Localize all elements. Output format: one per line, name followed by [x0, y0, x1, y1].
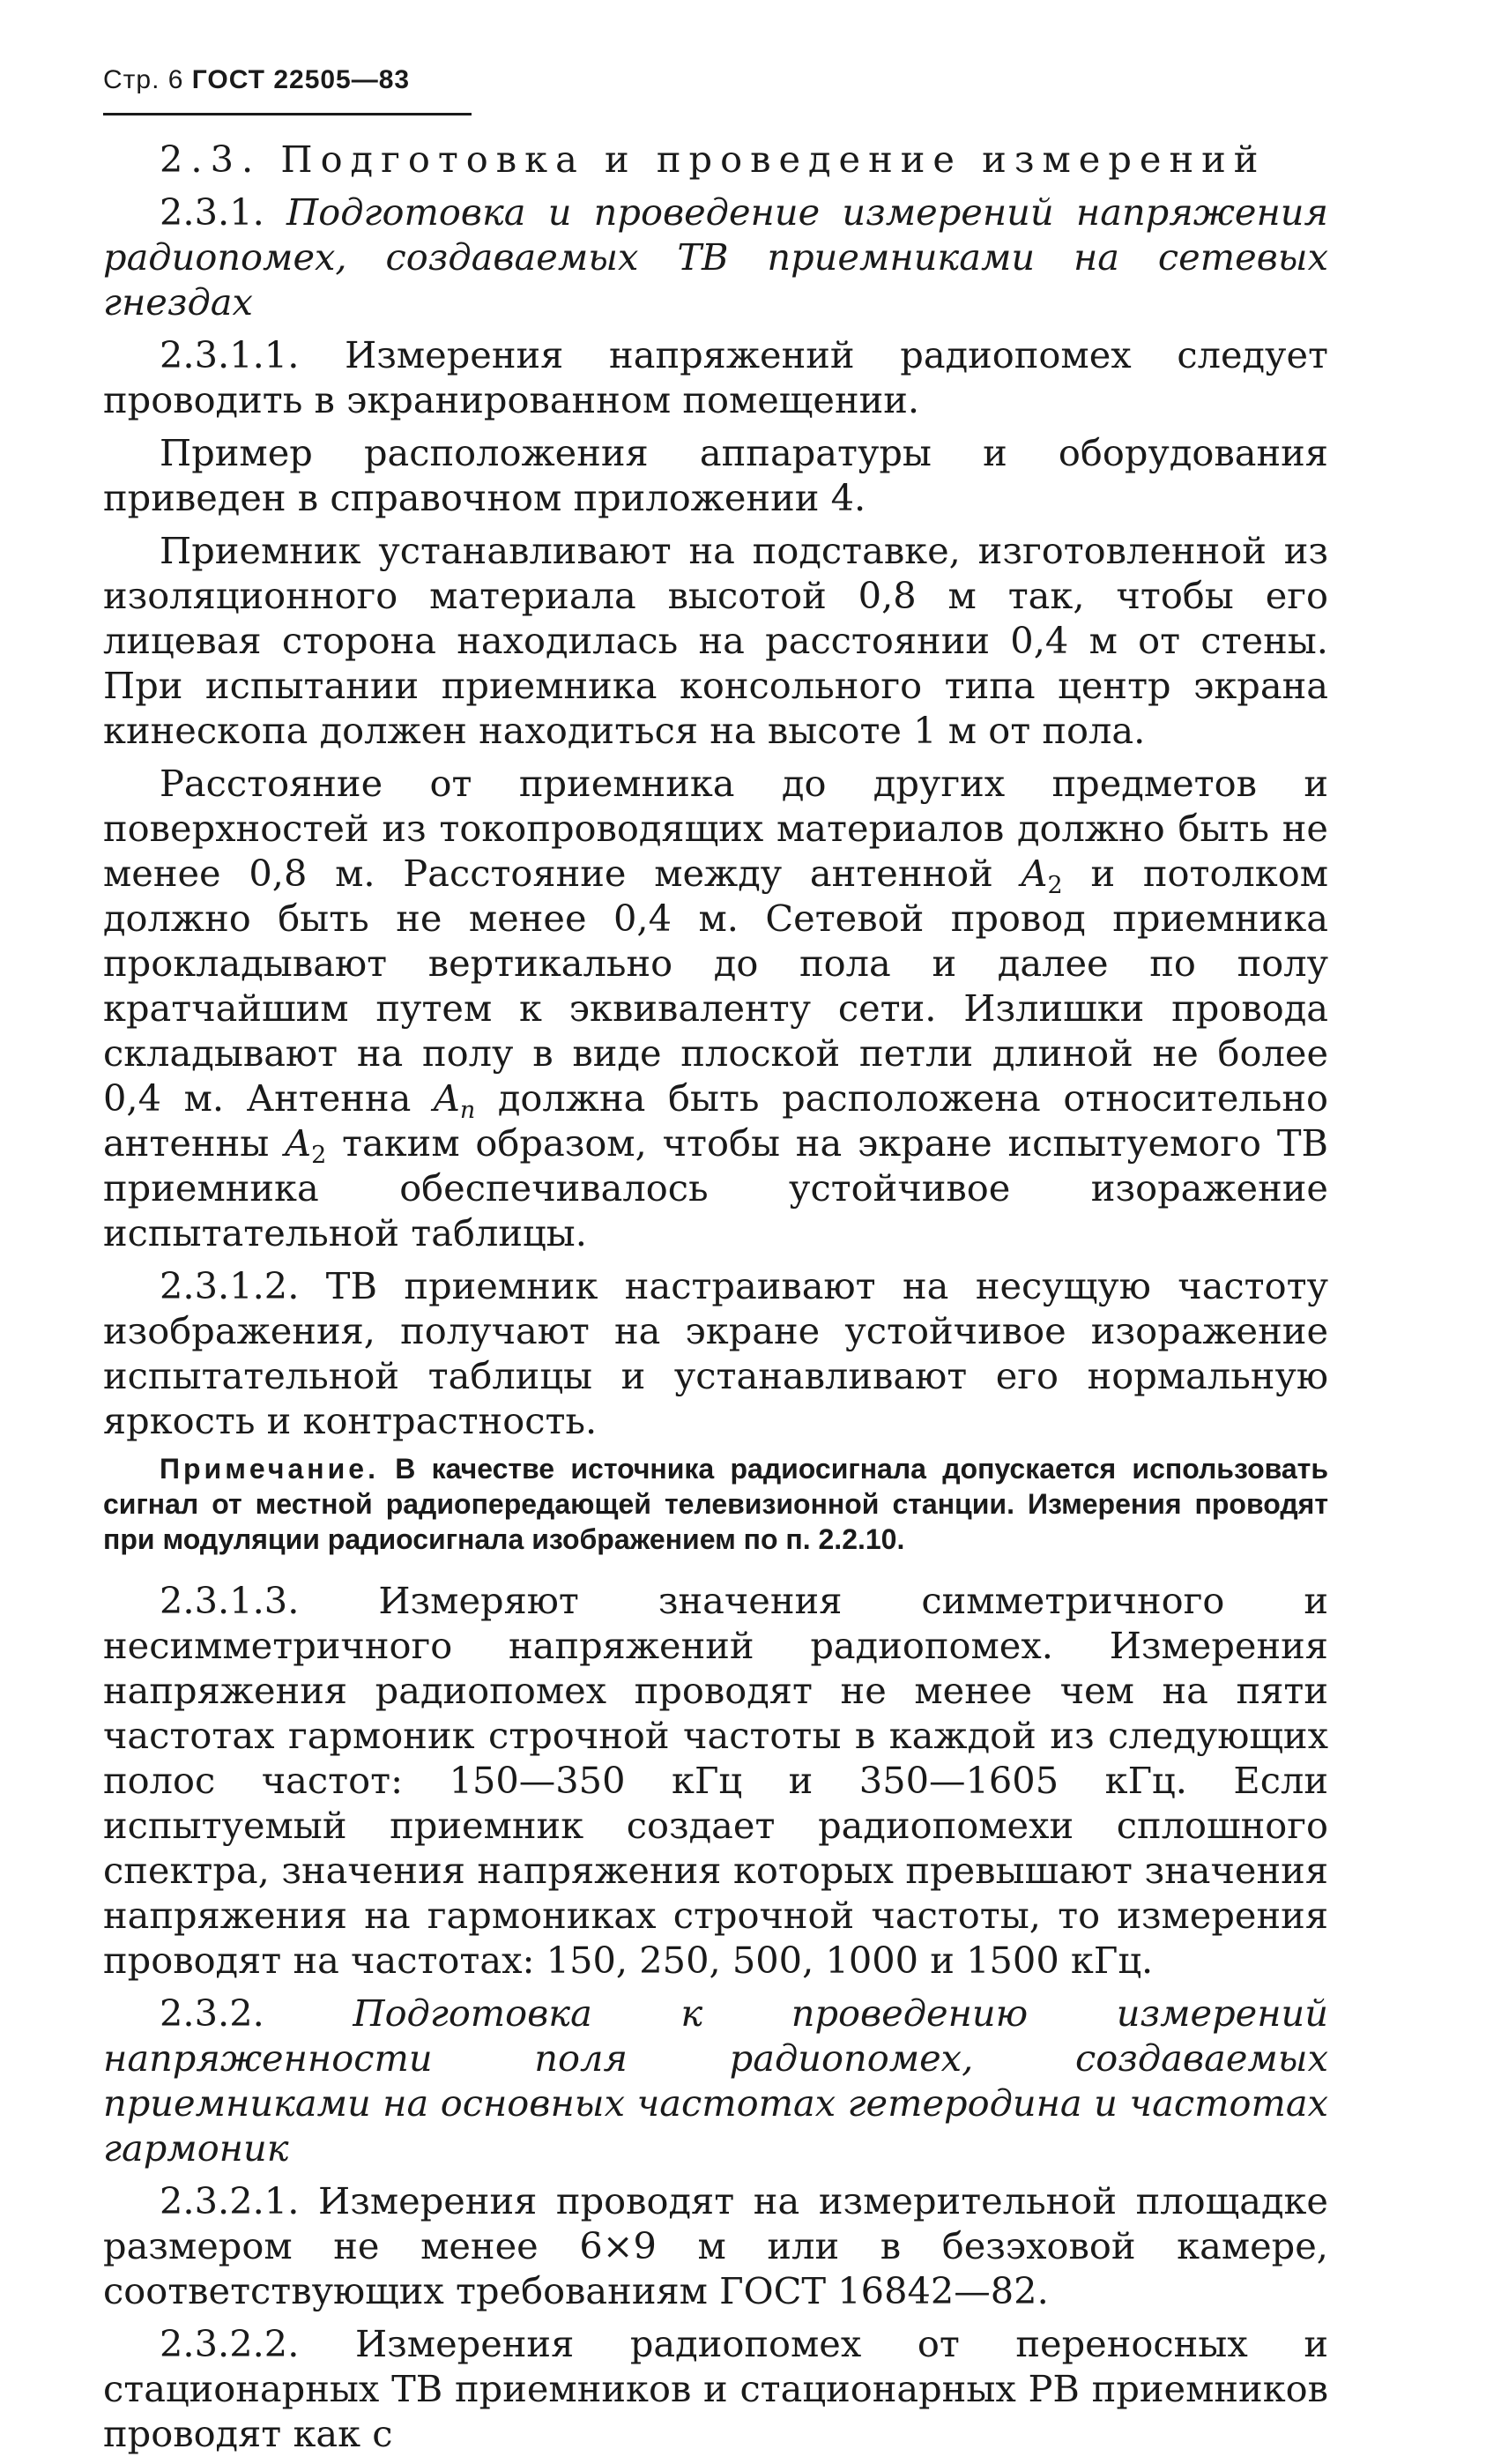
section-title: 2.3. Подготовка и проведение измерений [160, 138, 1267, 181]
standard-id: ГОСТ 22505—83 [191, 65, 411, 94]
subsection-title: Подготовка к проведению измерений напряженности поля радиопомех, создаваемых приемниками на основных частотах гетеродина и частотах гармоник [103, 1991, 1328, 2170]
paragraph-2-3-1-1: 2.3.1.1. Измерения напряжений радиопомех следует проводить в экранированном помещении. [103, 333, 1328, 421]
page-number: Стр. 6 [103, 65, 184, 94]
paragraph-example: Пример расположения аппаратуры и оборудования приведен в справочном приложении 4. [103, 431, 1328, 519]
note-text: В качестве источника радиосигнала допускается использовать сигнал от местной радиопередающей телевизионной станции. Измерения проводят при модуляции радиосигнала изображением по п. 2.2.10. [103, 1453, 1328, 1555]
subsection-2-3-1 [103, 190, 1328, 324]
paragraph-receiver-stand: Приемник устанавливают на подставке, изготовленной из изоляционного материала высотой 0,8 м так, чтобы его лицевая сторона находилась на расстоянии 0,4 м от стены. При испытании приемника консольного типа центр экрана кинескопа должен находиться на высоте 1 м от пола. [103, 529, 1328, 752]
text-fragment: и потолком должно быть не менее 0,4 м. Сетевой провод приемника прокладывают вертикально до пола и далее по полу кратчайшим путем к эквиваленту сети. Излишки провода складывают на полу в виде плоской петли длиной не более 0,4 м. Антенна [103, 852, 1328, 1120]
header-rule [103, 113, 472, 115]
note-label: Примечание. [160, 1453, 379, 1485]
paragraph-2-3-1-2: 2.3.1.2. ТВ приемник настраивают на несущую частоту изображения, получают на экране устойчивое изоражение испытательной таблицы и устанавливают его нормальную яркость и контрастность. [103, 1264, 1328, 1442]
antenna-subscript: п [459, 1097, 476, 1125]
text-fragment: таким образом, чтобы на экране испытуемого ТВ приемника обеспечивалось устойчивое изоражение испытательной таблицы. [103, 1121, 1328, 1254]
document-body [103, 137, 1328, 2464]
note [103, 1451, 1328, 1557]
page-header [103, 65, 410, 95]
text-fragment: Расстояние от приемника до других предметов и поверхностей из токопроводящих материалов должно быть не менее 0,8 м. Расстояние между антенной [103, 762, 1328, 895]
antenna-subscript: 2 [1047, 872, 1063, 900]
subsection-title: Подготовка и проведение измерений напряжения радиопомех, создаваемых ТВ приемниками на сетевых гнездах [103, 190, 1328, 324]
paragraph-2-3-2-2: 2.3.2.2. Измерения радиопомех от переносных и стационарных ТВ приемников и стационарных РВ приемников проводят как с [103, 2322, 1328, 2455]
antenna-symbol: A [1021, 852, 1048, 895]
antenna-subscript: 2 [311, 1142, 327, 1170]
subsection-number: 2.3.2. [160, 1991, 264, 2035]
subsection-number: 2.3.1. [160, 190, 264, 234]
paragraph-distances [103, 761, 1328, 1255]
subsection-2-3-2 [103, 1991, 1328, 2170]
antenna-symbol: A [433, 1076, 460, 1120]
antenna-symbol: A [285, 1121, 312, 1165]
text-fragment: должна быть расположена относительно антенны [103, 1076, 1328, 1165]
paragraph-2-3-1-3: 2.3.1.3. Измеряют значения симметричного и несимметричного напряжений радиопомех. Измерения напряжения радиопомех проводят не менее чем на пяти частотах гармоник строчной частоты в каждой из следующих полос частот: 150—350 кГц и 350—1605 кГц. Если испытуемый приемник создает радиопомехи сплошного спектра, значения напряжения которых превышают значения напряжения на гармониках строчной частоты, то измерения проводят на частотах: 150, 250, 500, 1000 и 1500 кГц. [103, 1579, 1328, 1982]
paragraph-2-3-2-1: 2.3.2.1. Измерения проводят на измерительной площадке размером не менее 6×9 м или в безэховой камере, соответствующих требованиям ГОСТ 16842—82. [103, 2179, 1328, 2312]
